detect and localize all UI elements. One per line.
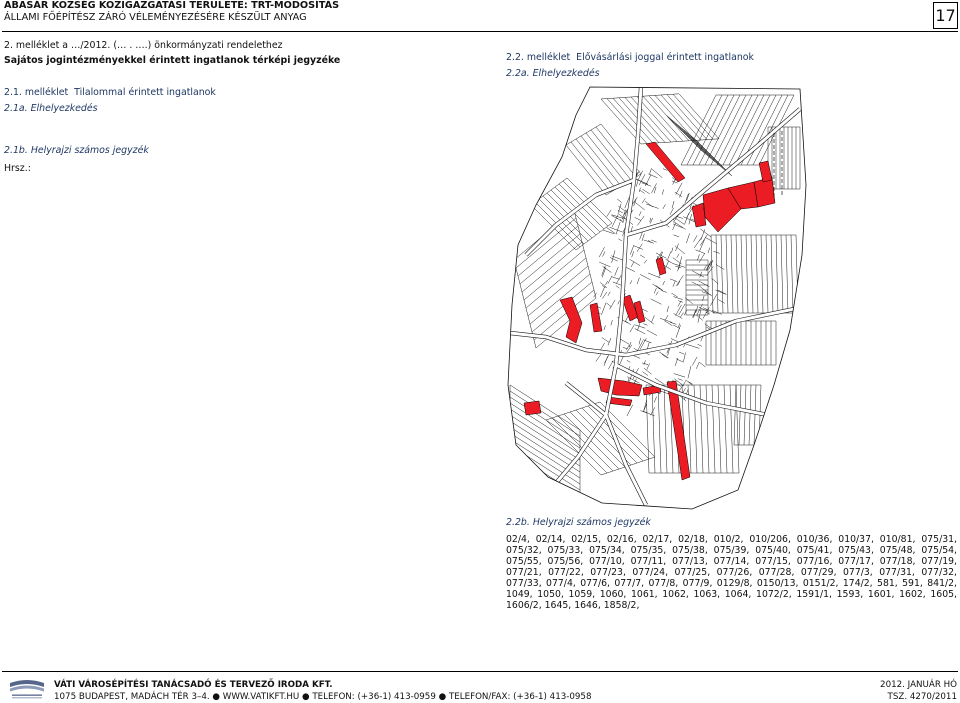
parcel-boundary xyxy=(786,235,788,313)
parcel-boundary xyxy=(678,379,683,381)
map-drawing xyxy=(506,85,810,510)
parcel-boundary xyxy=(661,290,667,292)
parcel-boundary xyxy=(662,354,668,358)
parcel-boundary xyxy=(510,391,580,436)
parcel-boundary xyxy=(686,234,689,244)
parcel-boundary xyxy=(694,143,724,168)
document-date: 2012. JANUÁR HÓ xyxy=(880,680,957,690)
parcel-number-list xyxy=(506,534,957,611)
highlighted-parcel xyxy=(524,401,541,415)
parcel-boundary xyxy=(718,385,721,473)
parcel-boundary xyxy=(528,266,588,316)
parcel-boundary xyxy=(644,260,646,264)
parcel-boundary xyxy=(680,313,683,318)
parcel-boundary xyxy=(642,363,648,365)
parcel-boundary xyxy=(665,315,668,320)
parcel-boundary xyxy=(685,380,692,384)
parcel-boundary xyxy=(670,208,674,215)
parcel-boundary xyxy=(630,325,634,332)
parcel-boundary xyxy=(601,99,641,144)
parcel-boundary xyxy=(534,290,594,340)
highlighted-parcel xyxy=(646,142,685,182)
parcel-boundary xyxy=(673,94,713,139)
cadastral-map xyxy=(506,85,810,510)
parcel-boundary xyxy=(682,131,712,156)
parcel-boundary xyxy=(510,409,580,454)
parcel-boundary xyxy=(586,133,626,183)
parcel-boundary xyxy=(724,385,727,473)
document-subtitle: ÁLLAMI FŐÉPÍTÉSZ ZÁRÓ VÉLEMÉNYEZÉSÉRE KÉSZÜLT ANYAG xyxy=(4,12,307,23)
parcel-boundary xyxy=(687,193,690,201)
parcel-boundary xyxy=(751,235,753,313)
section-2-1b-heading: 2.1b. Helyrajzi számos jegyzék xyxy=(4,145,149,156)
parcel-boundary xyxy=(606,281,608,285)
parcel-boundary xyxy=(633,245,643,249)
parcel-boundary xyxy=(673,297,682,300)
parcel-boundary xyxy=(771,235,773,313)
parcel-boundary xyxy=(643,96,683,141)
parcel-boundary xyxy=(731,235,733,313)
parcel-boundary xyxy=(678,301,681,307)
parcel-boundary xyxy=(672,293,678,297)
parcel-boundary xyxy=(635,329,645,334)
parcel-boundary xyxy=(627,360,630,362)
parcel-boundary xyxy=(639,188,640,192)
parcel-boundary xyxy=(686,344,699,348)
parcel-list-line: 075/32, 075/33, 075/34, 075/35, 075/38, 075/39, 075/40, 075/41, 075/43, 075/48, 075/54, xyxy=(506,545,957,556)
parcel-boundary xyxy=(571,142,611,192)
parcel-boundary xyxy=(698,344,702,346)
parcel-boundary xyxy=(685,298,693,304)
parcel-boundary xyxy=(706,385,709,473)
parcel-boundary xyxy=(637,244,642,252)
parcel-boundary xyxy=(626,267,635,271)
parcel-boundary xyxy=(645,174,651,186)
parcel-boundary xyxy=(640,190,645,193)
document-reference: TSZ. 4270/2011 xyxy=(887,692,957,702)
parcel-boundary xyxy=(716,265,724,270)
parcel-boundary xyxy=(718,299,725,303)
parcel-boundary xyxy=(510,403,580,448)
parcel-boundary xyxy=(603,230,614,234)
parcel-boundary xyxy=(672,248,674,253)
parcel-boundary xyxy=(636,182,637,187)
parcel-boundary xyxy=(618,239,622,241)
parcel-boundary xyxy=(716,235,718,313)
parcel-boundary xyxy=(663,204,666,209)
parcel-boundary xyxy=(652,169,662,177)
section-2-2a-heading: 2.2a. Elhelyezkedés xyxy=(506,68,600,79)
parcel-boundary xyxy=(652,385,655,473)
parcel-boundary xyxy=(670,322,676,324)
parcel-boundary xyxy=(739,385,741,445)
parcel-boundary xyxy=(510,439,580,484)
parcel-boundary xyxy=(776,235,778,313)
section-2-1a-heading: 2.1a. Elhelyezkedés xyxy=(4,103,98,114)
parcel-boundary xyxy=(692,282,697,285)
parcel-list-line: 1606/2, 1645, 1646, 1858/2, xyxy=(506,600,640,611)
parcel-boundary xyxy=(675,266,681,268)
parcel-boundary xyxy=(756,235,758,313)
parcel-boundary xyxy=(600,287,604,297)
parcel-boundary xyxy=(596,127,636,177)
parcel-boundary xyxy=(630,280,632,284)
parcel-boundary xyxy=(607,210,612,217)
parcel-boundary xyxy=(581,136,621,186)
parcel-boundary xyxy=(679,352,684,354)
highlighted-parcel xyxy=(560,297,582,343)
parcel-boundary xyxy=(600,282,607,287)
parcel-boundary xyxy=(674,222,686,230)
parcel-boundary xyxy=(699,362,705,367)
parcel-boundary xyxy=(646,204,658,209)
parcel-boundary xyxy=(664,385,667,473)
parcel-boundary xyxy=(694,235,698,242)
parcel-boundary xyxy=(650,218,651,222)
parcel-boundary xyxy=(546,420,601,475)
parcel-boundary xyxy=(607,303,612,307)
parcel-boundary xyxy=(642,372,648,376)
parcel-boundary xyxy=(749,385,751,445)
parcel-boundary xyxy=(679,304,685,315)
parcel-boundary xyxy=(643,324,647,326)
parcel-boundary xyxy=(631,262,634,267)
section-2-2-heading: 2.2. melléklet Elővásárlási joggal érintett ingatlanok xyxy=(506,52,754,63)
parcel-boundary xyxy=(532,282,592,332)
parcel-boundary xyxy=(634,356,640,359)
parcel-boundary xyxy=(746,235,748,313)
parcel-boundary xyxy=(654,288,656,293)
parcel-boundary xyxy=(634,325,645,329)
parcel-boundary xyxy=(696,306,698,313)
parcel-boundary xyxy=(645,317,654,324)
parcel-boundary xyxy=(642,198,645,203)
parcel-boundary xyxy=(663,169,667,171)
annex-title: Sajátos jogintézményekkel érintett ingatlanok térképi jegyzéke xyxy=(4,55,341,66)
parcel-boundary xyxy=(736,235,738,313)
section-2-2b-heading: 2.2b. Helyrajzi számos jegyzék xyxy=(506,517,651,528)
parcel-boundary xyxy=(639,211,641,215)
parcel-boundary xyxy=(626,321,631,325)
parcel-boundary xyxy=(613,98,653,143)
parcel-boundary xyxy=(603,251,605,256)
parcel-boundary xyxy=(510,433,580,478)
parcel-boundary xyxy=(608,292,610,296)
parcel-list-line: 1049, 1050, 1059, 1060, 1061, 1062, 1063, 1064, 1072/2, 1591/1, 1593, 1601, 1602, 1605, xyxy=(506,589,957,600)
parcel-boundary xyxy=(616,222,620,234)
parcel-boundary xyxy=(510,385,580,430)
parcel-boundary xyxy=(612,277,620,280)
parcel-boundary xyxy=(576,139,616,189)
parcel-boundary xyxy=(674,374,685,378)
company-contact: 1075 BUDAPEST, MADÁCH TÉR 3–4. ● WWW.VATIKFT.HU ● TELEFON: (+36-1) 413-0959 ● TELEFON/FAX: (+36-1) 413-0958 xyxy=(54,692,592,702)
parcel-boundary xyxy=(611,320,613,326)
parcel-boundary xyxy=(700,229,711,237)
parcel-boundary xyxy=(651,299,662,304)
parcel-boundary xyxy=(666,259,673,263)
parcel-boundary xyxy=(664,321,672,326)
parcel-boundary xyxy=(683,217,695,223)
parcel-boundary xyxy=(718,290,727,295)
parcel-boundary xyxy=(612,250,615,262)
parcel-boundary xyxy=(678,323,679,327)
parcel-boundary xyxy=(661,95,701,140)
parcel-boundary xyxy=(632,251,634,257)
parcel-boundary xyxy=(647,330,657,336)
section-2-1-heading: 2.1. melléklet Tilalommal érintett ingatlanok xyxy=(4,87,216,98)
company-name: VÁTI VÁROSÉPÍTÉSI TANÁCSADÓ ÉS TERVEZŐ IRODA KFT. xyxy=(54,680,333,690)
header-rule xyxy=(2,31,958,32)
parcel-boundary xyxy=(601,303,606,315)
parcel-boundary xyxy=(616,286,620,289)
parcel-boundary xyxy=(690,139,720,164)
parcel-boundary xyxy=(655,95,695,140)
parcel-boundary xyxy=(700,272,702,278)
parcel-boundary xyxy=(637,278,639,284)
parcel-boundary xyxy=(675,246,685,254)
parcel-boundary xyxy=(599,262,610,267)
highlighted-parcel xyxy=(759,161,772,182)
highlighted-parcel xyxy=(656,257,666,275)
parcel-boundary xyxy=(712,385,715,473)
parcel-boundary xyxy=(694,310,696,318)
parcel-boundary xyxy=(673,235,679,237)
parcel-boundary xyxy=(591,130,631,180)
parcel-boundary xyxy=(654,397,656,403)
parcel-boundary xyxy=(667,306,669,312)
parcel-boundary xyxy=(651,315,654,322)
parcel-boundary xyxy=(640,274,650,279)
parcel-boundary xyxy=(602,292,607,299)
parcel-boundary xyxy=(617,199,622,203)
parcel-boundary xyxy=(618,301,620,305)
parcel-boundary xyxy=(736,385,739,473)
parcel-boundary xyxy=(656,285,663,290)
parcel-boundary xyxy=(692,271,704,278)
parcel-boundary xyxy=(697,254,699,260)
parcel-boundary xyxy=(630,259,641,265)
parcel-boundary xyxy=(694,239,700,248)
parcel-boundary xyxy=(697,304,703,315)
parcel-boundary xyxy=(676,305,682,316)
hrsz-label: Hrsz.: xyxy=(4,163,31,174)
parcel-boundary xyxy=(676,275,683,285)
parcel-boundary xyxy=(648,273,661,278)
parcel-boundary xyxy=(668,252,671,260)
parcel-boundary xyxy=(615,267,619,276)
footer-rule xyxy=(2,671,958,672)
page-number: 17 xyxy=(933,2,958,29)
parcel-boundary xyxy=(604,325,606,330)
parcel-boundary xyxy=(635,217,642,220)
parcel-boundary xyxy=(530,274,590,324)
parcel-boundary xyxy=(662,190,663,195)
parcel-boundary xyxy=(602,285,606,287)
parcel-boundary xyxy=(608,361,613,370)
parcel-boundary xyxy=(688,366,691,379)
parcel-boundary xyxy=(651,240,657,242)
parcel-boundary xyxy=(692,357,697,366)
parcel-boundary xyxy=(520,234,580,284)
parcel-boundary xyxy=(673,223,676,230)
parcel-boundary xyxy=(658,385,661,473)
parcel-boundary xyxy=(761,235,763,313)
parcel-boundary xyxy=(791,235,793,313)
parcel-boundary xyxy=(734,385,736,445)
parcel-list-line: 077/21, 077/22, 077/23, 077/24, 077/25, 077/26, 077/28, 077/29, 077/3, 077/31, 077/32, xyxy=(506,567,957,578)
parcel-boundary xyxy=(566,145,606,195)
parcel-boundary xyxy=(677,254,680,258)
parcel-boundary xyxy=(672,181,678,183)
parcel-boundary xyxy=(708,248,710,254)
parcel-boundary xyxy=(616,275,621,283)
parcel-boundary xyxy=(696,250,705,254)
parcel-boundary xyxy=(656,292,658,296)
parcel-boundary xyxy=(640,255,645,258)
parcel-list-line: 077/33, 077/4, 077/6, 077/7, 077/8, 077/9, 0129/8, 0150/13, 0151/2, 174/2, 581, 591, 841/2, xyxy=(506,578,957,589)
parcel-boundary xyxy=(673,258,682,265)
parcel-boundary xyxy=(766,235,768,313)
parcel-boundary xyxy=(602,338,610,343)
parcel-boundary xyxy=(627,405,633,416)
parcel-boundary xyxy=(639,338,641,345)
parcel-boundary xyxy=(637,324,639,331)
parcel-boundary xyxy=(672,201,674,208)
parcel-boundary xyxy=(625,97,665,142)
parcel-boundary xyxy=(710,294,717,306)
parcel-list-line: 075/55, 075/56, 077/10, 077/11, 077/13, 077/14, 077/15, 077/16, 077/17, 077/18, 077/19, xyxy=(506,556,957,567)
parcel-boundary xyxy=(699,253,705,262)
parcel-boundary xyxy=(754,385,756,445)
parcel-boundary xyxy=(796,235,798,313)
parcel-boundary xyxy=(673,281,675,287)
parcel-boundary xyxy=(610,227,623,232)
parcel-boundary xyxy=(510,415,580,460)
document-title: ABASÁR KÖZSÉG KÖZIGAZGATÁSI TERÜLETE: TRT-MÓDOSÍTÁS xyxy=(4,0,340,11)
parcel-boundary xyxy=(566,124,601,145)
parcel-boundary xyxy=(620,339,630,345)
parcel-boundary xyxy=(524,250,584,300)
parcel-boundary xyxy=(526,258,586,308)
parcel-boundary xyxy=(599,247,604,257)
parcel-boundary xyxy=(608,276,612,284)
annex-reference: 2. melléklet a …/2012. (… . ….) önkormányzati rendelethez xyxy=(4,40,283,51)
parcel-boundary xyxy=(696,362,699,369)
parcel-boundary xyxy=(698,147,728,172)
parcel-boundary xyxy=(663,281,665,285)
parcel-list-line: 02/4, 02/14, 02/15, 02/16, 02/17, 02/18, 010/2, 010/206, 010/36, 010/37, 010/81, 075/31, xyxy=(506,534,957,545)
railway-strip xyxy=(774,131,782,197)
parcel-boundary xyxy=(730,385,733,473)
highlighted-parcel xyxy=(590,303,602,332)
parcel-boundary xyxy=(741,235,743,313)
parcel-boundary xyxy=(781,235,783,313)
parcel-boundary xyxy=(700,235,707,246)
parcel-boundary xyxy=(634,201,645,210)
parcel-boundary xyxy=(643,189,650,194)
vati-logo-icon xyxy=(8,678,46,700)
parcel-boundary xyxy=(516,218,576,268)
parcel-boundary xyxy=(650,168,652,174)
parcel-boundary xyxy=(670,279,677,282)
parcel-boundary xyxy=(610,300,616,309)
parcel-boundary xyxy=(744,385,746,445)
parcel-boundary xyxy=(700,385,703,473)
parcel-boundary xyxy=(726,235,728,313)
parcel-boundary xyxy=(686,135,716,160)
